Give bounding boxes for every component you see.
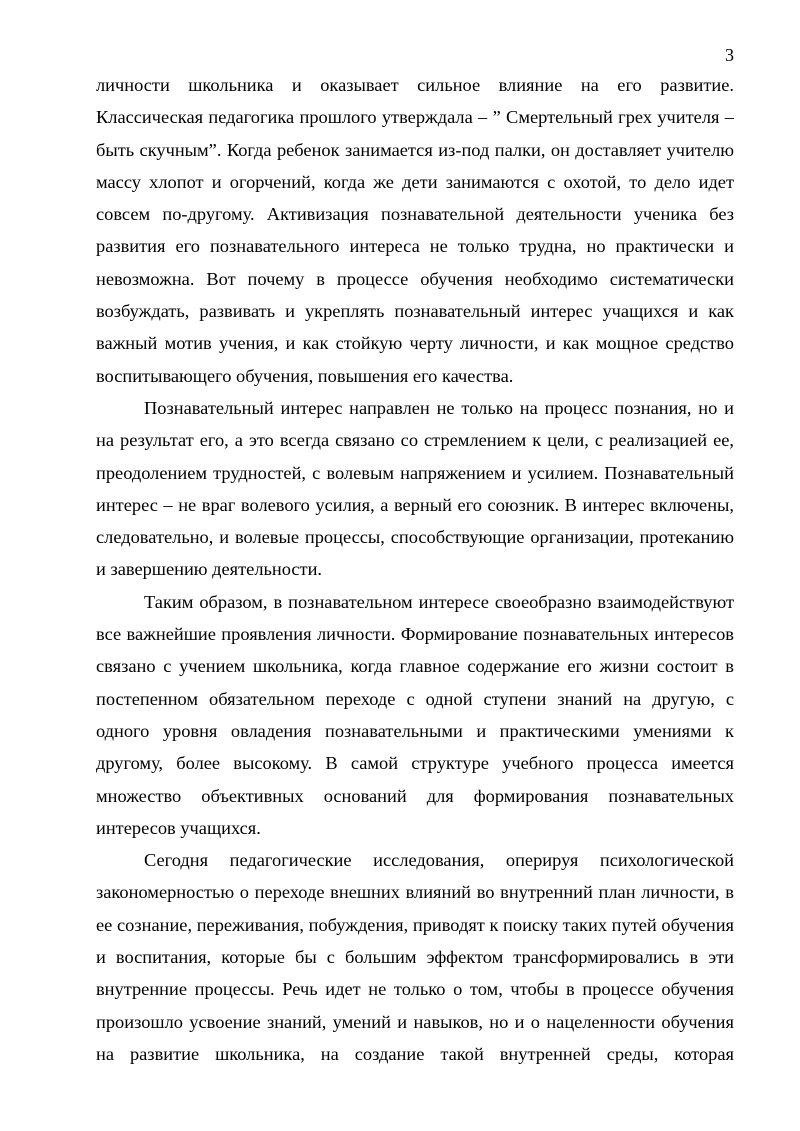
paragraph-continuation: личности школьника и оказывает сильное влияние на его развитие. Классическая педагогика прошлого утверждала – ” Смертельный грех учителя – быть скучным”. Когда ребенок занимается из-под палки, он доставляет учителю массу хлопот и огорчений, когда же дети занимаются с охотой, то дело идет совсем по-другому. Активизация познавательной деятельности ученика без развития его познавательного интереса не только трудна, но практически и невозможна. Вот почему в процессе обучения необходимо систематически возбуждать, развивать и укреплять познавательный интерес учащихся и как важный мотив учения, и как стойкую черту личности, и как мощное средство воспитывающего обучения, повышения его качества. bbox=[96, 75, 734, 386]
body-text bbox=[96, 69, 734, 1070]
paragraph: Познавательный интерес направлен не только на процесс познания, но и на результат его, а это всегда связано со стремлением к цели, с реализацией ее, преодолением трудностей, с волевым напряжением и усилием. Познавательный интерес – не враг волевого усилия, а верный его союзник. В интерес включены, следовательно, и волевые процессы, способствующие организации, протеканию и завершению деятельности. bbox=[96, 397, 734, 580]
paragraph-unfinished: Сегодня педагогические исследования, оперируя психологической закономерностью о переходе внешних влияний во внутренний план личности, в ее сознание, переживания, побуждения, приводят к поиску таких путей обучения и воспитания, которые бы с большим эффектом трансформировались в эти внутренние процессы. Речь идет не только о том, чтобы в процессе обучения произошло усвоение знаний, умений и навыков, но и о нацеленности обучения на развитие школьника, на создание такой внутренней среды, которая bbox=[96, 850, 734, 1064]
paragraph: Таким образом, в познавательном интересе своеобразно взаимодействуют все важнейшие проявления личности. Формирование познавательных интересов связано с учением школьника, когда главное содержание его жизни состоит в постепенном обязательном переходе с одной ступени знаний на другую, с одного уровня овладения познавательными и практическими умениями к другому, более высокому. В самой структуре учебного процесса имеется множество объективных оснований для формирования познавательных интересов учащихся. bbox=[96, 591, 734, 838]
page-number: 3 bbox=[725, 45, 734, 65]
